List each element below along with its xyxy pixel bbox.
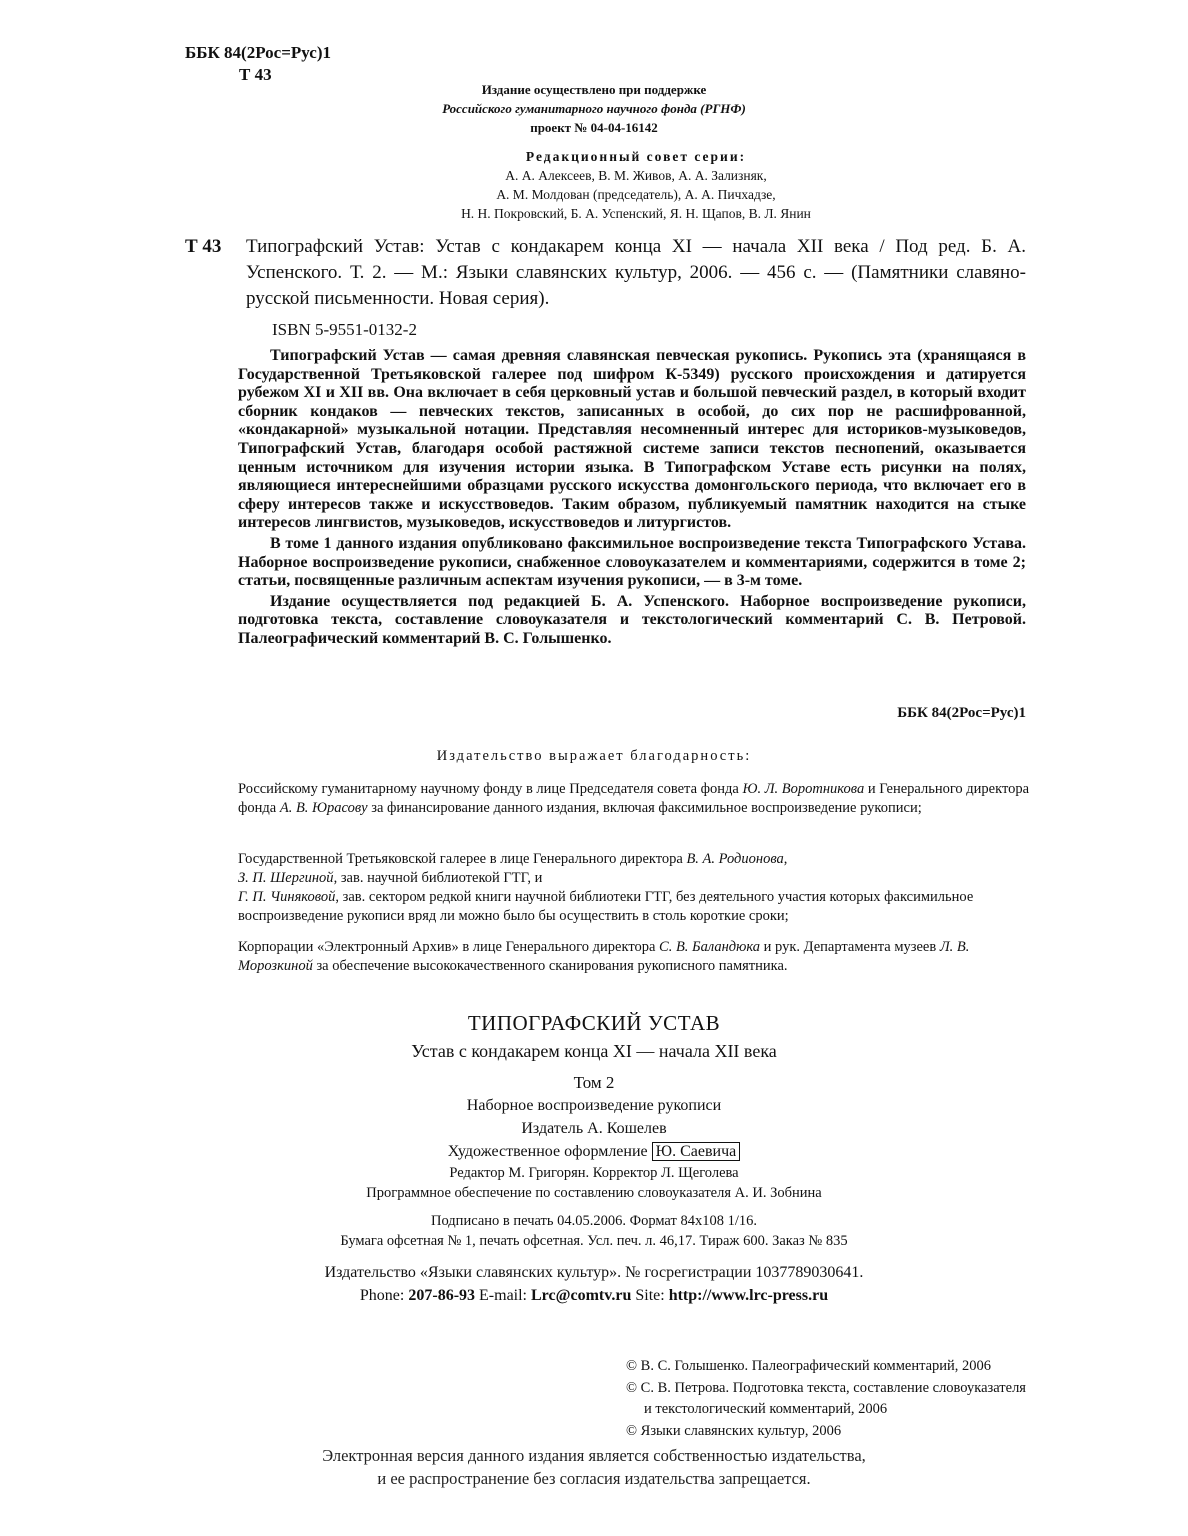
thanks-text: Корпорации «Электронный Архив» в лице Генерального директора: [238, 939, 660, 955]
thanks-text: , зав. сектором редкой книги научной библиотеки ГТГ, без деятельного участия которых факсимильное воспроизведение рукописи вряд ли можно было бы осуществить в столь короткие сроки;: [238, 889, 974, 924]
publisher: Издатель А. Кошелев: [521, 1120, 667, 1137]
council-line: Н. Н. Покровский, Б. А. Успенский, Я. Н. Щапов, В. Л. Янин: [461, 206, 811, 221]
abstract-paragraph: Издание осуществляется под редакцией Б. А. Успенского. Наборное воспроизведение рукописи, подготовка текста, составление словоуказателя и текстологический комментарий С. В. Петровой. Палеографический комментарий В. С. Голышенко.: [238, 592, 1026, 647]
design-credit: [0, 1140, 1188, 1163]
abstract-paragraph: Типографский Устав — самая древняя славянская певческая рукопись. Рукопись эта (хранящаяся в Государственной Третьяковской галерее под шифром К-5349) русского происхождения и датируется рубежом XI и XII вв. Она включает в себя церковный устав и большой певческий раздел, в который входит сборник кондаков — певческих текстов, записанных в особой, до сих пор не расшифрованной, «кондакарной» музыкальной нотации. Представляя несомненный интерес для историков-музыковедов, Типографский Устав, благодаря особой растяжной системе записи текстов песнопений, оказывается ценным источником для изучения истории языка. В Типографском Уставе есть рисунки на полях, являющиеся интереснейшими образцами русского искусства домонгольского периода, что включает его в сферу интересов также и искусствоведов. Таким образом, публикуемый памятник находится на стыке интересов лингвистов, музыковедов, искусствоведов и литургистов.: [238, 347, 1026, 532]
support-line-1: Издание осуществлено при поддержке: [481, 82, 707, 97]
person-name: С. В. Баландюка: [659, 939, 761, 955]
author-mark: Т 43: [239, 65, 272, 84]
isbn: ISBN 5-9551-0132-2: [272, 320, 417, 339]
electronic-version-notice: [0, 1444, 1188, 1490]
person-name: Л. В. Морозкиной: [238, 939, 970, 974]
thanks-heading: Издательство выражает благодарность:: [436, 748, 752, 764]
bbk-code: ББК 84(2Рос=Рус)1: [185, 43, 331, 62]
catalog-description: Типографский Устав: Устав с кондакарем конца XI — начала XII века / Под ред. Б. А. Успенского. Т. 2. — М.: Языки славянских культур, 2006. — 456 с. — (Памятники славяно-русской письменности. Новая серия).: [246, 236, 1026, 309]
volume-label: Том 2: [573, 1073, 615, 1092]
print-info-1: Подписано в печать 04.05.2006. Формат 84x108 1/16.: [431, 1213, 757, 1229]
design-label: Художественное оформление: [447, 1143, 652, 1160]
person-name: В. А. Родионова: [686, 851, 784, 867]
volume-description: Наборное воспроизведение рукописи: [466, 1097, 722, 1114]
thanks-text: , зав. научной библиотекой ГТГ, и: [333, 870, 543, 886]
designer-name: Ю. Саевича: [652, 1142, 741, 1161]
copyright-line: и текстологический комментарий, 2006: [644, 1401, 888, 1417]
support-line-2: Российского гуманитарного научного фонда (РГНФ): [442, 101, 746, 116]
council-heading: Редакционный совет серии:: [525, 149, 747, 164]
abstract: [238, 347, 1026, 651]
thanks-paragraph-3: [238, 938, 1038, 976]
bbk-index: ББК 84(2Рос=Рус)1: [897, 705, 1026, 721]
software-credit: Программное обеспечение по составлению словоуказателя А. И. Зобнина: [366, 1185, 822, 1201]
thanks-text: за финансирование данного издания, включая факсимильное воспроизведение рукописи;: [367, 800, 922, 816]
contact-line: [0, 1284, 1188, 1307]
notice-line-1: Электронная версия данного издания является собственностью издательства,: [322, 1446, 866, 1465]
support-line-3: проект № 04-04-16142: [530, 120, 658, 135]
editors: Редактор М. Григорян. Корректор Л. Щеголева: [449, 1165, 739, 1181]
person-name: Г. П. Чиняковой: [238, 889, 336, 905]
copyright-line: © С. В. Петрова. Подготовка текста, составление словоуказателя: [626, 1379, 1026, 1396]
thanks-text: и Генерального директора фонда: [238, 781, 1030, 816]
editorial-council: [0, 147, 1188, 223]
copyright-line: © Языки славянских культур, 2006: [626, 1422, 842, 1439]
thanks-paragraph-2: [238, 850, 1038, 926]
thanks-text: Российскому гуманитарному научному фонду в лице Председателя совета фонда: [238, 781, 743, 797]
phone: 207-86-93: [408, 1287, 476, 1304]
publishing-house: Издательство «Языки славянских культур». № госрегистрации 1037789030641.: [324, 1264, 864, 1281]
site-label: Site:: [635, 1287, 665, 1304]
print-info-2: Бумага офсетная № 1, печать офсетная. Усл. печ. л. 46,17. Тираж 600. Заказ № 835: [340, 1233, 848, 1249]
notice-line-2: и ее распространение без согласия издательства запрещается.: [377, 1469, 811, 1488]
thanks-text: за обеспечение высококачественного сканирования рукописного памятника.: [312, 958, 788, 974]
thanks-text: и рук. Департамента музеев: [760, 939, 940, 955]
phone-label: Phone:: [359, 1287, 405, 1304]
thanks-text: Государственной Третьяковской галерее в лице Генерального директора: [238, 851, 687, 867]
catalog-code: Т 43: [185, 236, 222, 257]
site-link[interactable]: http://www.lrc-press.ru: [668, 1287, 829, 1304]
email-link[interactable]: Lrc@comtv.ru: [531, 1287, 632, 1304]
book-title: ТИПОГРАФСКИЙ УСТАВ: [467, 1011, 721, 1035]
thanks-text: ,: [783, 851, 788, 867]
support-note: [0, 80, 1188, 137]
person-name: Ю. Л. Воротникова: [742, 781, 865, 797]
council-line: А. А. Алексеев, В. М. Живов, А. А. Зализняк,: [505, 168, 767, 183]
council-line: А. М. Молдован (председатель), А. А. Пичхадзе,: [496, 187, 776, 202]
colophon: [0, 1008, 1188, 1307]
person-name: З. П. Шергиной: [238, 870, 334, 886]
email-label: E-mail:: [479, 1287, 527, 1304]
thanks-paragraph-1: [238, 780, 1038, 818]
person-name: А. В. Юрасову: [279, 800, 368, 816]
copyright-block: [626, 1356, 1026, 1442]
copyright-line: © В. С. Голышенко. Палеографический комментарий, 2006: [626, 1358, 992, 1374]
book-subtitle: Устав с кондакарем конца XI — начала XII века: [411, 1041, 777, 1061]
abstract-paragraph: В томе 1 данного издания опубликовано факсимильное воспроизведение текста Типографского Устава. Наборное воспроизведение рукописи, снабженное словоуказателем и комментариями, содержится в томе 2; статьи, посвященные различным аспектам изучения рукописи, — в 3-м томе.: [238, 534, 1026, 590]
